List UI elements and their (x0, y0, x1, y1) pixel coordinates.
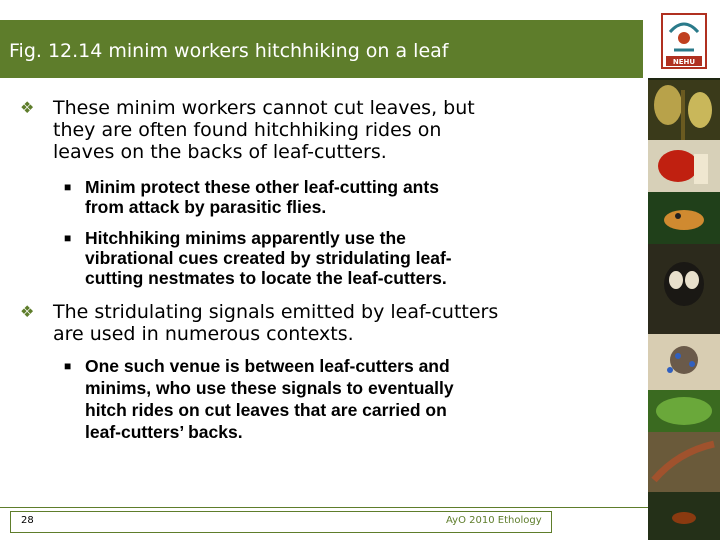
mushroom-photo (648, 140, 720, 192)
frog-photo (648, 192, 720, 244)
octopus-photo (648, 334, 720, 390)
square-bullet-icon: ■ (64, 180, 72, 194)
bullet-1-line-1: These minim workers cannot cut leaves, but (53, 97, 475, 119)
leaf-photo (648, 390, 720, 432)
footer-divider (0, 507, 648, 508)
square-bullet-icon: ■ (64, 359, 72, 373)
footer-label: AyO 2010 Ethology (446, 515, 542, 526)
sub-bullet-1-2-line-1: Hitchhiking minims apparently use the (85, 228, 406, 248)
sub-bullet-2-1-line-4: leaf-cutters’ backs. (85, 422, 243, 442)
sub-bullet-2-1-line-1: One such venue is between leaf-cutters and (85, 356, 450, 376)
sub-bullet-1-2-line-3: cutting nestmates to locate the leaf-cutters. (85, 268, 447, 288)
bullet-2-line-1: The stridulating signals emitted by leaf-cutters (53, 301, 499, 323)
ant-photo (648, 492, 720, 540)
sub-bullet-1-1-line-1: Minim protect these other leaf-cutting ants (85, 177, 439, 197)
bullet-2-line-2: are used in numerous contexts. (53, 323, 354, 345)
bullet-1-line-2: they are often found hitchhiking rides on (53, 119, 442, 141)
bullet-1-line-3: leaves on the backs of leaf-cutters. (53, 141, 387, 163)
slide-title: Fig. 12.14 minim workers hitchhiking on a leaf (9, 40, 449, 62)
sub-bullet-2-1-line-2: minims, who use these signals to eventually (85, 378, 454, 398)
diamond-bullet-icon: ❖ (20, 302, 35, 321)
sub-bullet-2-1-line-3: hitch rides on cut leaves that are carried on (85, 400, 447, 420)
logo-text: NEHU (672, 58, 696, 66)
photo-sidebar (648, 0, 720, 540)
page-number: 28 (21, 515, 34, 526)
lizard-photo (648, 432, 720, 492)
sub-bullet-1-2-line-2: vibrational cues created by stridulating leaf- (85, 248, 452, 268)
logo-emblem-icon (648, 0, 720, 78)
diamond-bullet-icon: ❖ (20, 98, 35, 117)
university-logo (648, 0, 720, 78)
plant-photo (648, 80, 720, 140)
monkey-photo (648, 244, 720, 334)
square-bullet-icon: ■ (64, 231, 72, 245)
sub-bullet-1-1-line-2: from attack by parasitic flies. (85, 197, 327, 217)
